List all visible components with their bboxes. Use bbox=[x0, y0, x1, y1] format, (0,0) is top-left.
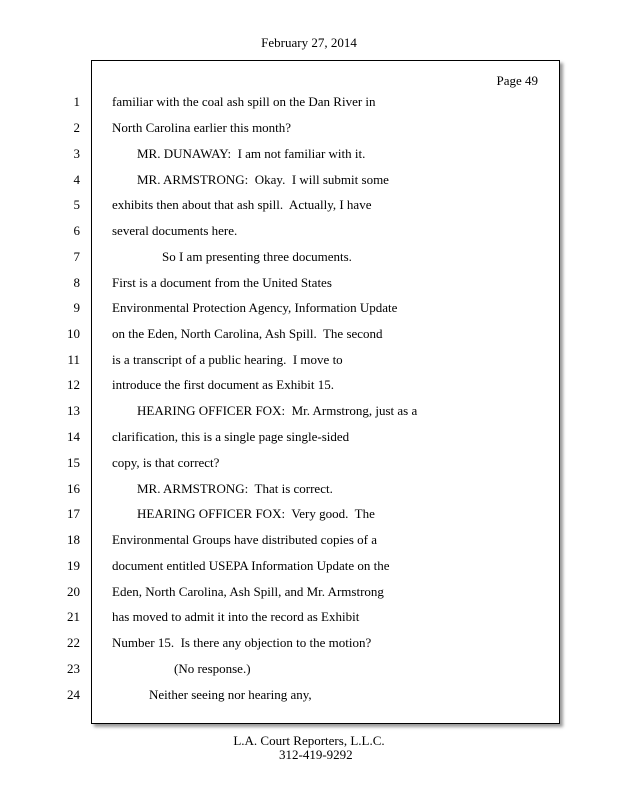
line-number: 16 bbox=[67, 481, 80, 496]
transcript-line: is a transcript of a public hearing. I move to bbox=[112, 352, 343, 367]
line-number: 3 bbox=[73, 146, 80, 161]
transcript-line: on the Eden, North Carolina, Ash Spill. The second bbox=[112, 326, 383, 341]
transcript-line: document entitled USEPA Information Update on the bbox=[112, 558, 390, 573]
line-number: 14 bbox=[67, 429, 80, 444]
line-number: 7 bbox=[73, 249, 80, 264]
line-number: 13 bbox=[67, 403, 80, 418]
transcript-line: North Carolina earlier this month? bbox=[112, 120, 292, 135]
transcript-line: HEARING OFFICER FOX: Very good. The bbox=[137, 506, 375, 521]
transcript-line: Environmental Protection Agency, Information Update bbox=[112, 300, 398, 315]
line-number: 21 bbox=[67, 609, 80, 624]
transcript-line: (No response.) bbox=[174, 661, 251, 676]
footer-phone: 312-419-9292 bbox=[279, 747, 353, 762]
transcript-line: introduce the first document as Exhibit 15. bbox=[112, 377, 335, 392]
page-number: Page 49 bbox=[496, 73, 538, 88]
line-number: 17 bbox=[67, 506, 80, 521]
line-number: 12 bbox=[67, 377, 80, 392]
line-number: 15 bbox=[67, 455, 80, 470]
line-number: 22 bbox=[67, 635, 80, 650]
line-number: 19 bbox=[67, 558, 80, 573]
line-number: 8 bbox=[73, 275, 80, 290]
line-number: 2 bbox=[73, 120, 80, 135]
line-number: 5 bbox=[73, 197, 80, 212]
transcript-line: So I am presenting three documents. bbox=[162, 249, 352, 264]
line-number: 4 bbox=[73, 172, 80, 187]
header-date: February 27, 2014 bbox=[261, 35, 357, 50]
line-number: 11 bbox=[67, 352, 80, 367]
line-number: 9 bbox=[73, 300, 80, 315]
transcript-line: First is a document from the United States bbox=[112, 275, 332, 290]
transcript-line: MR. DUNAWAY: I am not familiar with it. bbox=[137, 146, 366, 161]
transcript-line: several documents here. bbox=[112, 223, 238, 238]
footer-company: L.A. Court Reporters, L.L.C. bbox=[233, 733, 385, 748]
line-number: 20 bbox=[67, 584, 80, 599]
transcript-line: familiar with the coal ash spill on the Dan River in bbox=[112, 94, 376, 109]
transcript-line: MR. ARMSTRONG: That is correct. bbox=[137, 481, 333, 496]
transcript-line: copy, is that correct? bbox=[112, 455, 220, 470]
line-number: 18 bbox=[67, 532, 80, 547]
transcript-line: Number 15. Is there any objection to the motion? bbox=[112, 635, 372, 650]
transcript-line: Neither seeing nor hearing any, bbox=[149, 687, 312, 702]
transcript-line: HEARING OFFICER FOX: Mr. Armstrong, just as a bbox=[137, 403, 418, 418]
transcript-line: clarification, this is a single page single-sided bbox=[112, 429, 350, 444]
line-number: 1 bbox=[73, 94, 80, 109]
transcript-line: MR. ARMSTRONG: Okay. I will submit some bbox=[137, 172, 389, 187]
line-number: 10 bbox=[67, 326, 80, 341]
transcript-line: Eden, North Carolina, Ash Spill, and Mr. Armstrong bbox=[112, 584, 384, 599]
line-number: 6 bbox=[73, 223, 80, 238]
transcript-line: Environmental Groups have distributed copies of a bbox=[112, 532, 377, 547]
line-number: 24 bbox=[67, 687, 80, 702]
transcript-line: has moved to admit it into the record as Exhibit bbox=[112, 609, 360, 624]
transcript-line: exhibits then about that ash spill. Actually, I have bbox=[112, 197, 372, 212]
line-number: 23 bbox=[67, 661, 80, 676]
